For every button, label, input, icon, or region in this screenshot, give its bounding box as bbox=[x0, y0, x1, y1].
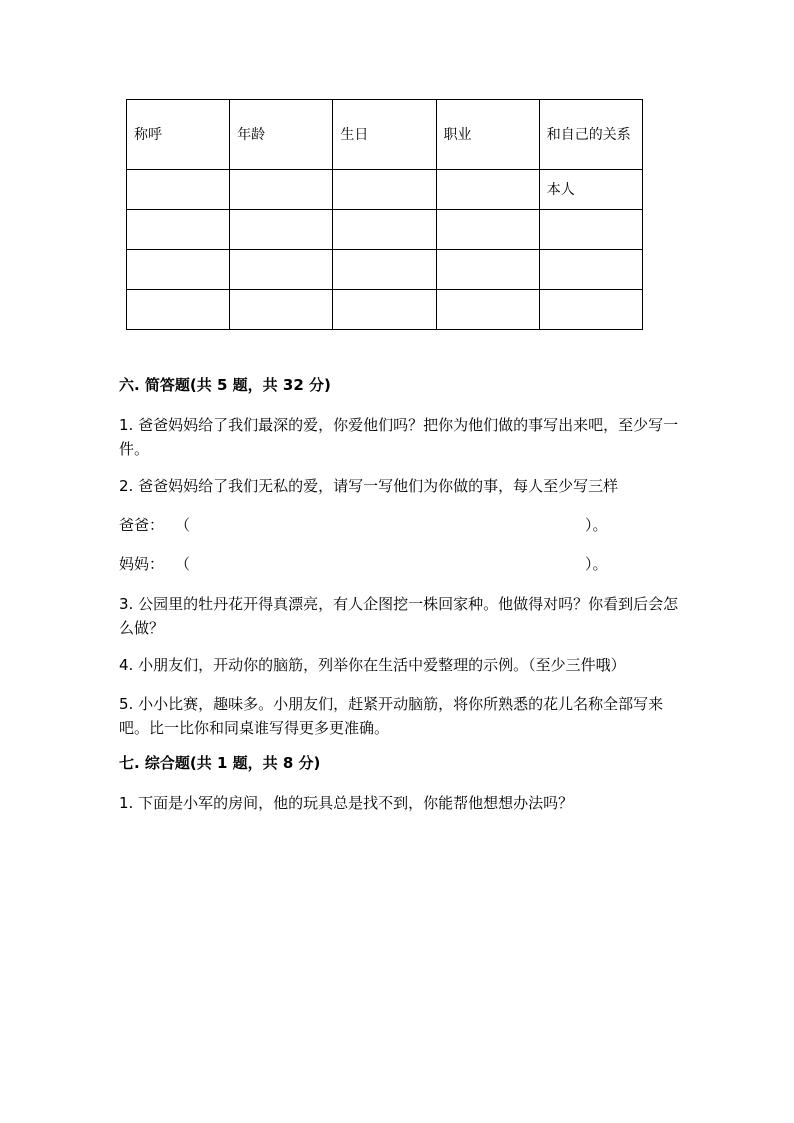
table-cell[interactable] bbox=[230, 290, 333, 330]
question-6-2: 2. 爸爸妈妈给了我们无私的爱，请写一写他们为你做的事，每人至少写三样 bbox=[119, 477, 619, 495]
question-6-4: 4. 小朋友们，开动你的脑筋，列举你在生活中爱整理的示例。（至少三件哦） bbox=[119, 656, 626, 674]
table-cell: 本人 bbox=[539, 170, 642, 210]
open-paren: （ bbox=[175, 555, 191, 573]
question-6-5: 5. 小小比赛，趣味多。小朋友们，赶紧开动脑筋，将你所熟悉的花儿名称全部写来吧。比一比你和同桌谁写得更多更准确。 bbox=[119, 695, 664, 737]
header-relationship: 和自己的关系 bbox=[539, 100, 642, 170]
table-cell[interactable] bbox=[436, 250, 539, 290]
close-paren: ）。 bbox=[585, 555, 608, 573]
open-paren: （ bbox=[175, 516, 191, 534]
table-cell[interactable] bbox=[333, 170, 436, 210]
table-cell[interactable] bbox=[539, 250, 642, 290]
table-row bbox=[127, 210, 643, 250]
mom-label: 妈妈： bbox=[119, 555, 165, 573]
table-cell[interactable] bbox=[127, 170, 230, 210]
header-birthday: 生日 bbox=[333, 100, 436, 170]
table-cell[interactable] bbox=[436, 170, 539, 210]
close-paren: ）。 bbox=[585, 516, 608, 534]
table-cell[interactable] bbox=[230, 170, 333, 210]
family-info-table bbox=[126, 99, 643, 330]
table-cell[interactable] bbox=[333, 210, 436, 250]
table-cell[interactable] bbox=[539, 210, 642, 250]
section-7-title: 七. 综合题(共 1 题，共 8 分) bbox=[119, 754, 321, 772]
section-6-title: 六. 简答题(共 5 题，共 32 分) bbox=[119, 376, 331, 394]
header-title: 称呼 bbox=[127, 100, 230, 170]
header-occupation: 职业 bbox=[436, 100, 539, 170]
question-6-1: 1. 爸爸妈妈给了我们最深的爱，你爱他们吗？把你为他们做的事写出来吧，至少写一件。 bbox=[119, 416, 679, 458]
table-header-row bbox=[127, 100, 643, 170]
table-cell[interactable] bbox=[539, 290, 642, 330]
table-cell[interactable] bbox=[436, 290, 539, 330]
table-cell[interactable] bbox=[127, 250, 230, 290]
table-row bbox=[127, 250, 643, 290]
table-row bbox=[127, 290, 643, 330]
table-cell[interactable] bbox=[127, 290, 230, 330]
table-cell[interactable] bbox=[436, 210, 539, 250]
table-cell[interactable] bbox=[333, 250, 436, 290]
table-row bbox=[127, 170, 643, 210]
header-age: 年龄 bbox=[230, 100, 333, 170]
question-7-1: 1. 下面是小军的房间，他的玩具总是找不到，你能帮他想想办法吗？ bbox=[119, 794, 574, 812]
dad-label: 爸爸： bbox=[119, 516, 165, 534]
table-cell[interactable] bbox=[127, 210, 230, 250]
table-cell[interactable] bbox=[333, 290, 436, 330]
question-6-3: 3. 公园里的牡丹花开得真漂亮，有人企图挖一株回家种。他做得对吗？你看到后会怎么做？ bbox=[119, 595, 679, 637]
table-cell[interactable] bbox=[230, 250, 333, 290]
table-cell[interactable] bbox=[230, 210, 333, 250]
